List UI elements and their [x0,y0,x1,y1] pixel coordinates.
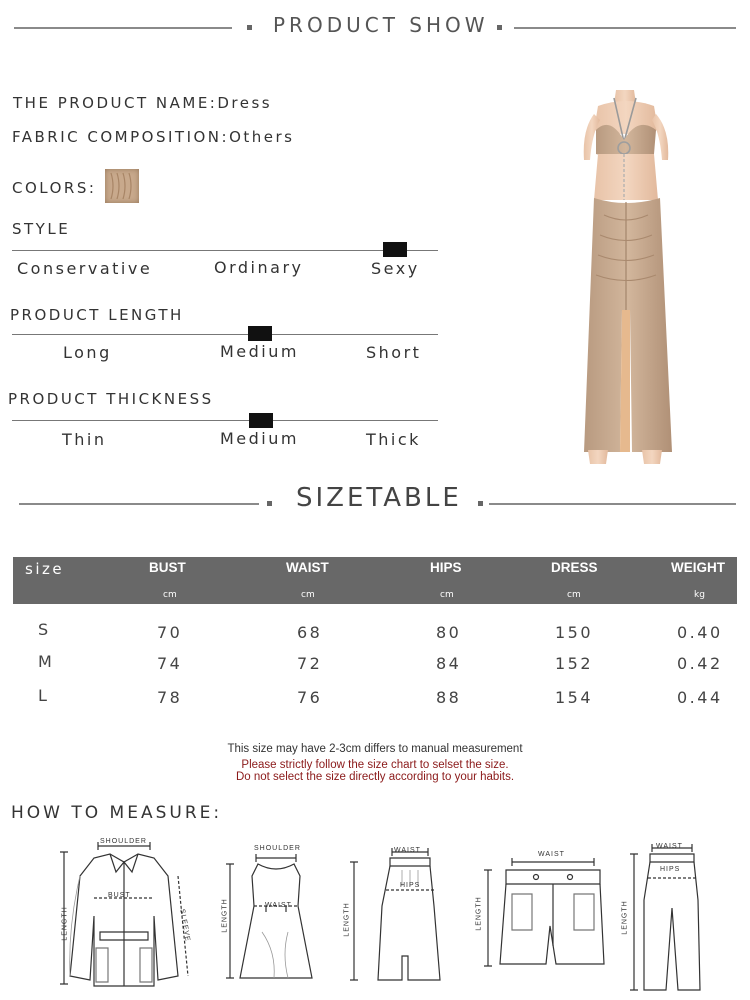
sizetable-dot-right [478,501,483,506]
jacket-sleeve-label: SLEEVE [178,908,191,943]
shorts-diagram [476,846,616,976]
cell-bust: 70 [157,623,183,642]
header-dot-left [247,25,252,30]
pants-hips-label: HIPS [660,866,681,873]
col-header-dress: DRESS [551,560,598,575]
thickness-option-thin: Thin [62,430,107,449]
cell-weight: 0.44 [677,688,723,707]
product-image [574,90,678,464]
size-table-header [13,557,737,604]
header-rule-left [14,27,232,29]
style-option-sexy: Sexy [371,259,420,278]
style-option-ordinary: Ordinary [214,258,304,277]
cell-hips: 84 [436,654,462,673]
style-scale-line [12,250,438,251]
skirt-waist-label: WAIST [394,847,421,854]
unit-waist: cm [301,590,315,600]
shorts-length-label: LENGTH [475,896,483,931]
how-to-measure-title: HOW TO MEASURE: [11,803,223,823]
cell-weight: 0.42 [677,654,723,673]
thickness-marker [249,413,273,428]
thickness-option-medium: Medium [220,429,299,448]
jacket-diagram [50,836,200,992]
jacket-bust-label: BUST [108,892,131,899]
unit-bust: cm [163,590,177,600]
cell-dress: 152 [555,654,594,673]
jacket-length-label: LENGTH [61,906,69,941]
dress-length-label: LENGTH [221,898,229,933]
unit-hips: cm [440,590,454,600]
thickness-option-thick: Thick [366,430,421,449]
skirt-diagram [342,846,442,990]
shorts-waist-label: WAIST [538,851,565,858]
cell-dress: 154 [555,688,594,707]
note-follow-chart: Please strictly follow the size chart to selset the size. [241,759,509,771]
dress-diagram [218,842,318,990]
cell-bust: 78 [157,688,183,707]
header-rule-right [514,27,736,29]
col-header-weight: WEIGHT [671,560,725,575]
style-option-conservative: Conservative [17,259,153,278]
pants-waist-label: WAIST [656,843,683,850]
pants-diagram [622,840,712,992]
dress-shoulder-label: SHOULDER [254,845,301,852]
style-title: STYLE [12,220,71,238]
sizetable-rule-right [489,503,736,505]
pants-length-label: LENGTH [621,900,629,935]
header-dot-right [497,25,502,30]
style-marker [383,242,407,257]
cell-waist: 72 [297,654,323,673]
length-option-long: Long [63,343,112,362]
thickness-title: PRODUCT THICKNESS [8,390,214,408]
cell-hips: 88 [436,688,462,707]
note-measurement: This size may have 2-3cm differs to manual measurement [227,743,523,755]
cell-size: S [38,620,51,639]
cell-dress: 150 [555,623,594,642]
cell-hips: 80 [436,623,462,642]
length-option-short: Short [366,343,422,362]
length-scale-line [12,334,438,335]
length-option-medium: Medium [220,342,299,361]
sizetable-dot-left [267,501,272,506]
dress-waist-label: WAIST [265,902,292,909]
colors-label: COLORS: [12,179,97,197]
cell-bust: 74 [157,654,183,673]
unit-dress: cm [567,590,581,600]
sizetable-title: SIZETABLE [296,483,462,513]
fabric-composition: FABRIC COMPOSITION:Others [12,128,295,146]
sizetable-rule-left [19,503,259,505]
col-header-bust: BUST [149,560,186,575]
length-marker [248,326,272,341]
col-header-size: size [25,560,65,578]
col-header-waist: WAIST [286,560,329,575]
color-swatch[interactable] [105,169,139,203]
col-header-hips: HIPS [430,560,462,575]
cell-size: L [38,686,50,705]
unit-weight: kg [694,590,705,600]
note-habits: Do not select the size directly according to your habits. [235,771,515,783]
cell-waist: 76 [297,688,323,707]
jacket-shoulder-label: SHOULDER [100,838,147,845]
product-name: THE PRODUCT NAME:Dress [13,94,273,112]
header-title: PRODUCT SHOW [273,13,489,37]
cell-weight: 0.40 [677,623,723,642]
cell-waist: 68 [297,623,323,642]
thickness-scale-line [12,420,438,421]
skirt-length-label: LENGTH [343,902,351,937]
length-title: PRODUCT LENGTH [10,306,184,324]
cell-size: M [38,652,55,671]
skirt-hips-label: HIPS [400,882,421,889]
